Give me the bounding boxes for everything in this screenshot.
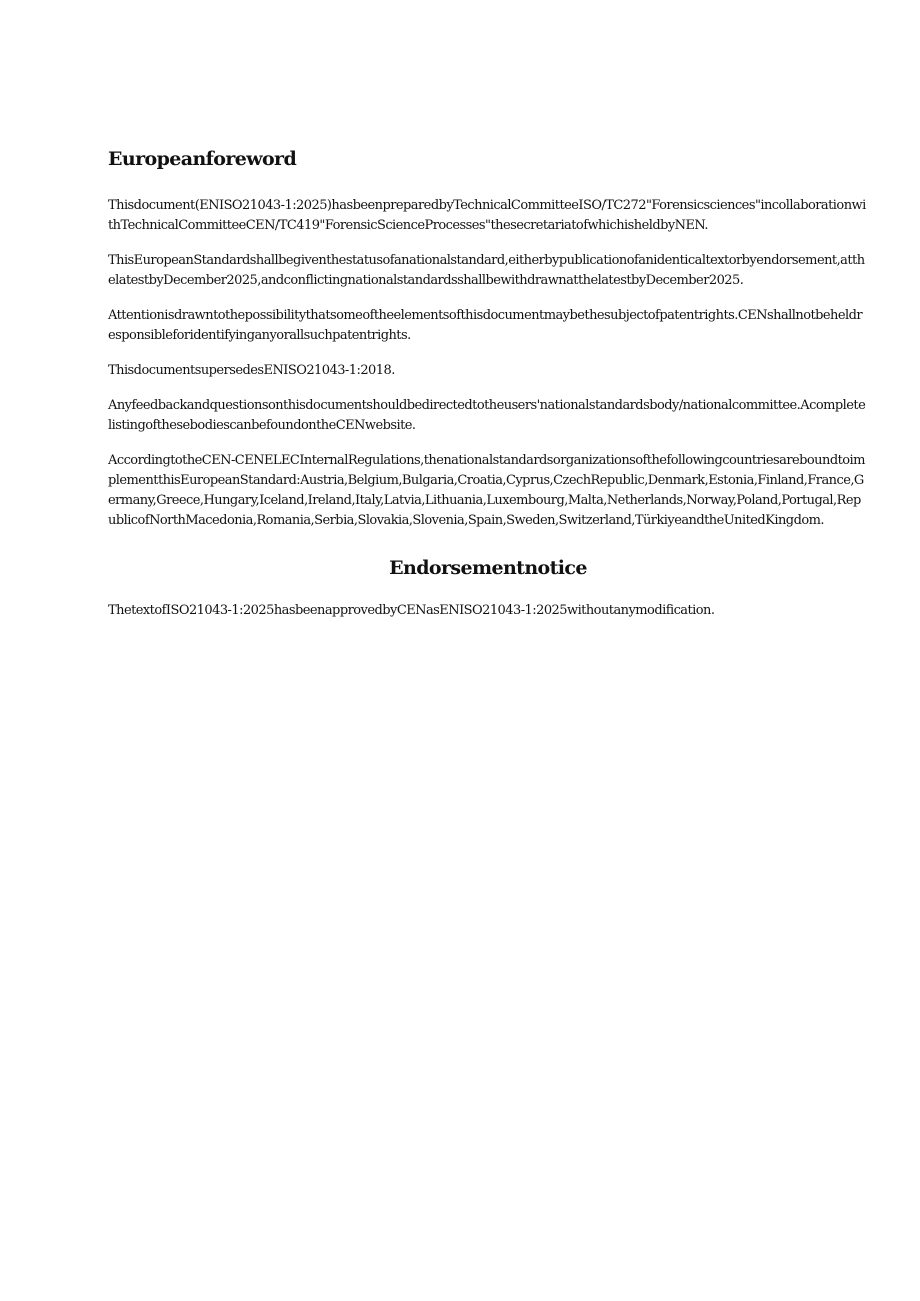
endorsement-text: ThetextofISO21043-1:2025hasbeenapprovedbyCENasENISO21043-1:2025withoutanymodification. [108, 603, 715, 618]
endorsement-heading: Endorsementnotice [389, 557, 587, 579]
foreword-paragraph-feedback: Anyfeedbackandquestionsonthisdocumentshouldbedirectedtotheusers'nationalstandardsbody/nationalcommittee.AcompletelistingofthesebodiescanbefoundontheCENwebsite. [108, 398, 866, 433]
foreword-paragraph-prepared-by: Thisdocument(ENISO21043-1:2025)hasbeenpreparedbyTechnicalCommitteeISO/TC272"Forensicsciences"incollaborationwithTechnicalCommitteeCEN/TC419"ForensicScienceProcesses"thesecretariatofwhichisheldbyNEN. [108, 198, 866, 233]
foreword-paragraph-patent-rights: Attentionisdrawntothepossibilitythatsomeoftheelementsofthisdocumentmaybethesubjectofpatentrights.CENshallnotbeheldresponsibleforidentifyinganyorallsuchpatentrights. [108, 308, 863, 343]
document-page [108, 148, 868, 636]
foreword-paragraph-countries: AccordingtotheCEN-CENELECInternalRegulations,thenationalstandardsorganizationsofthefollowingcountriesareboundtoimplementthisEuropeanStandard:Austria,Belgium,Bulgaria,Croatia,Cyprus,CzechRepublic,Denmark,Estonia,Finland,France,Germany,Greece,Hungary,Iceland,Ireland,Italy,Latvia,Lithuania,Luxembourg,Malta,Netherlands,Norway,Poland,Portugal,RepublicofNorthMacedonia,Romania,Serbia,Slovakia,Slovenia,Spain,Sweden,Switzerland,TürkiyeandtheUnitedKingdom. [108, 453, 865, 528]
foreword-paragraph-supersedes: ThisdocumentsupersedesENISO21043-1:2018. [108, 363, 395, 378]
foreword-paragraph-status: ThisEuropeanStandardshallbegiventhestatusofanationalstandard,eitherbypublicationofanidenticaltextorbyendorsement,atthelatestbyDecember2025,andconflictingnationalstandardsshallbewithdrawnatthelatestbyDecember2025. [108, 253, 865, 288]
foreword-heading: Europeanforeword [108, 148, 297, 170]
